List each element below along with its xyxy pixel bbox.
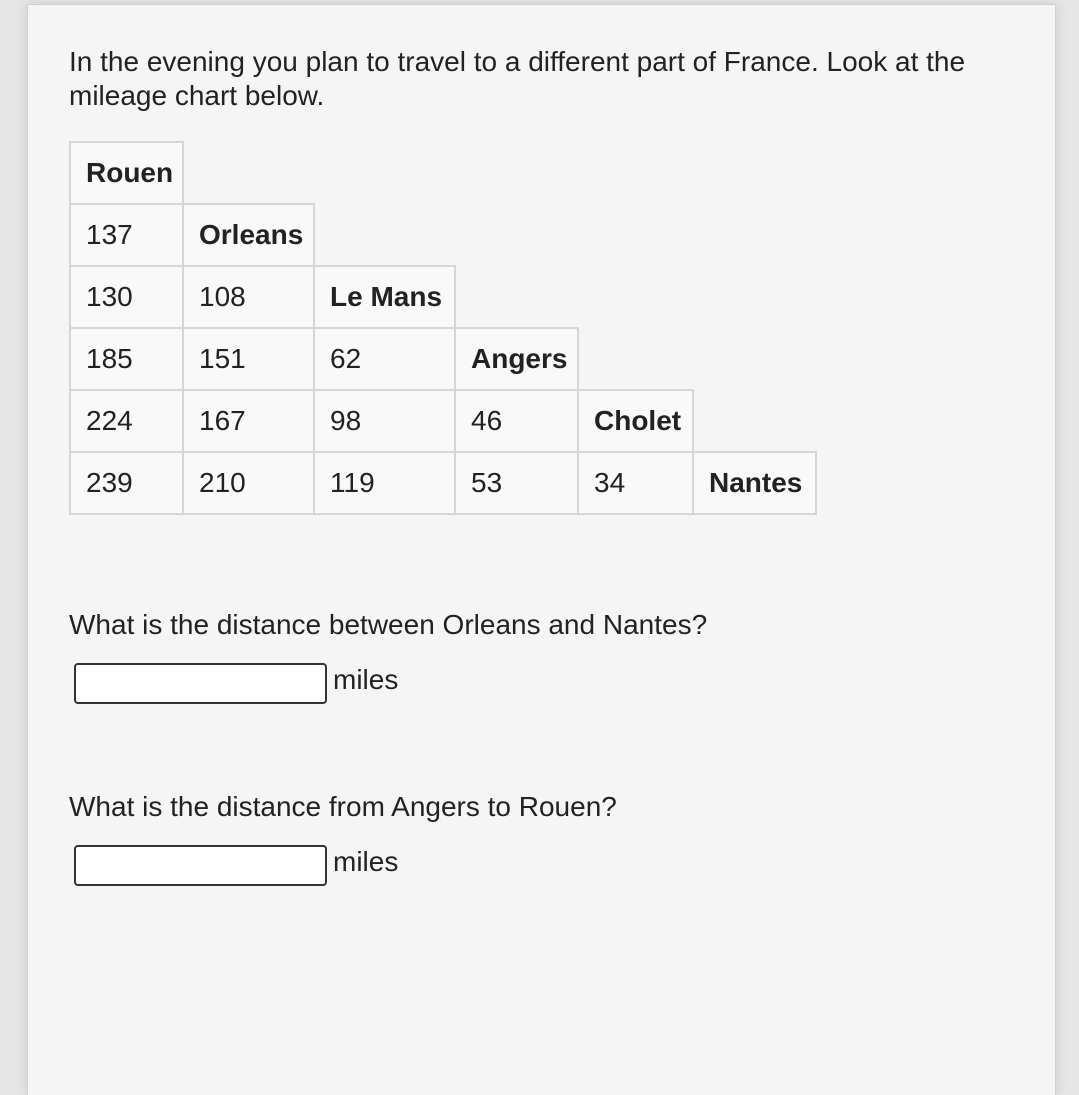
mileage-chart bbox=[69, 141, 829, 521]
question-1-text: What is the distance between Orleans and Nantes? bbox=[69, 609, 708, 640]
town-header-cell: Nantes bbox=[692, 451, 817, 515]
town-header-cell: Cholet bbox=[577, 389, 694, 453]
distance-cell: 130 bbox=[69, 265, 184, 329]
distance-cell: 53 bbox=[454, 451, 579, 515]
distance-cell: 119 bbox=[313, 451, 456, 515]
question-2-text: What is the distance from Angers to Rouen? bbox=[69, 791, 617, 822]
distance-cell: 108 bbox=[182, 265, 315, 329]
distance-cell: 210 bbox=[182, 451, 315, 515]
question-2-unit-label: miles bbox=[333, 845, 399, 877]
intro-text: In the evening you plan to travel to a different part of France. Look at the mileage chart below. bbox=[69, 46, 966, 111]
distance-cell: 167 bbox=[182, 389, 315, 453]
distance-cell: 185 bbox=[69, 327, 184, 391]
question-2-answer-input[interactable] bbox=[74, 845, 327, 886]
question-2-answer-row bbox=[74, 845, 398, 886]
distance-cell: 239 bbox=[69, 451, 184, 515]
question-card bbox=[27, 4, 1056, 1095]
town-header-cell: Le Mans bbox=[313, 265, 456, 329]
distance-cell: 151 bbox=[182, 327, 315, 391]
question-1-answer-input[interactable] bbox=[74, 663, 327, 704]
question-1-unit-label: miles bbox=[333, 663, 399, 695]
distance-cell: 62 bbox=[313, 327, 456, 391]
distance-cell: 98 bbox=[313, 389, 456, 453]
town-header-cell: Angers bbox=[454, 327, 579, 391]
town-header-cell: Orleans bbox=[182, 203, 315, 267]
town-header-cell: Rouen bbox=[69, 141, 184, 205]
distance-cell: 137 bbox=[69, 203, 184, 267]
distance-cell: 34 bbox=[577, 451, 694, 515]
distance-cell: 46 bbox=[454, 389, 579, 453]
question-1-answer-row bbox=[74, 663, 398, 704]
distance-cell: 224 bbox=[69, 389, 184, 453]
